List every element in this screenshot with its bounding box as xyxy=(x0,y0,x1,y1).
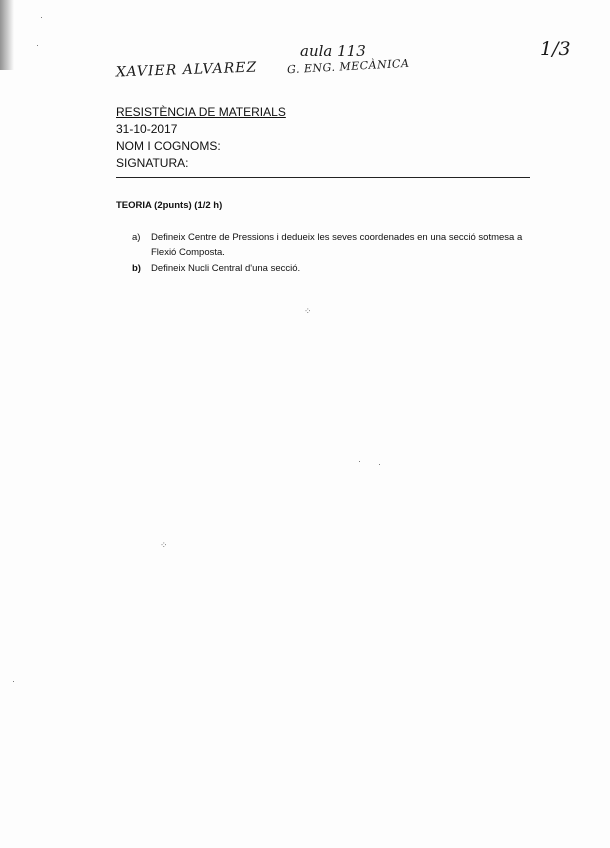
scan-speck: · xyxy=(378,459,381,469)
exam-header xyxy=(116,104,286,172)
scan-speck: · xyxy=(40,12,43,22)
question-item xyxy=(132,261,542,276)
exam-date: 31-10-2017 xyxy=(116,122,178,136)
question-text: Defineix Centre de Pressions i dedueix les seves coordenades en una secció sotmesa a Flexió Composta. xyxy=(151,232,523,258)
signature-label: SIGNATURA: xyxy=(116,156,189,170)
scan-speck: · xyxy=(12,676,15,686)
handwritten-student-name: XAVIER ALVAREZ xyxy=(115,59,258,81)
question-item xyxy=(132,230,542,260)
question-list xyxy=(132,230,542,277)
header-divider xyxy=(116,177,530,178)
handwritten-page-number: 1/3 xyxy=(540,38,571,60)
scan-speck: · xyxy=(36,40,39,50)
scan-speck: ⁘ xyxy=(304,306,312,316)
question-text: Defineix Nucli Central d'una secció. xyxy=(151,263,301,274)
subject-title: RESISTÈNCIA DE MATERIALS xyxy=(116,105,286,119)
name-label: NOM I COGNOMS: xyxy=(116,139,221,153)
question-marker: b) xyxy=(132,263,141,274)
handwritten-course: G. ENG. MECÀNICA xyxy=(286,56,410,77)
scan-speck: · xyxy=(358,456,361,466)
question-marker: a) xyxy=(132,232,141,243)
section-title: TEORIA (2punts) (1/2 h) xyxy=(116,200,223,211)
handwritten-room: aula 113 xyxy=(300,42,366,60)
scan-edge-shadow xyxy=(0,0,14,70)
scan-speck: ⁘ xyxy=(160,540,168,550)
